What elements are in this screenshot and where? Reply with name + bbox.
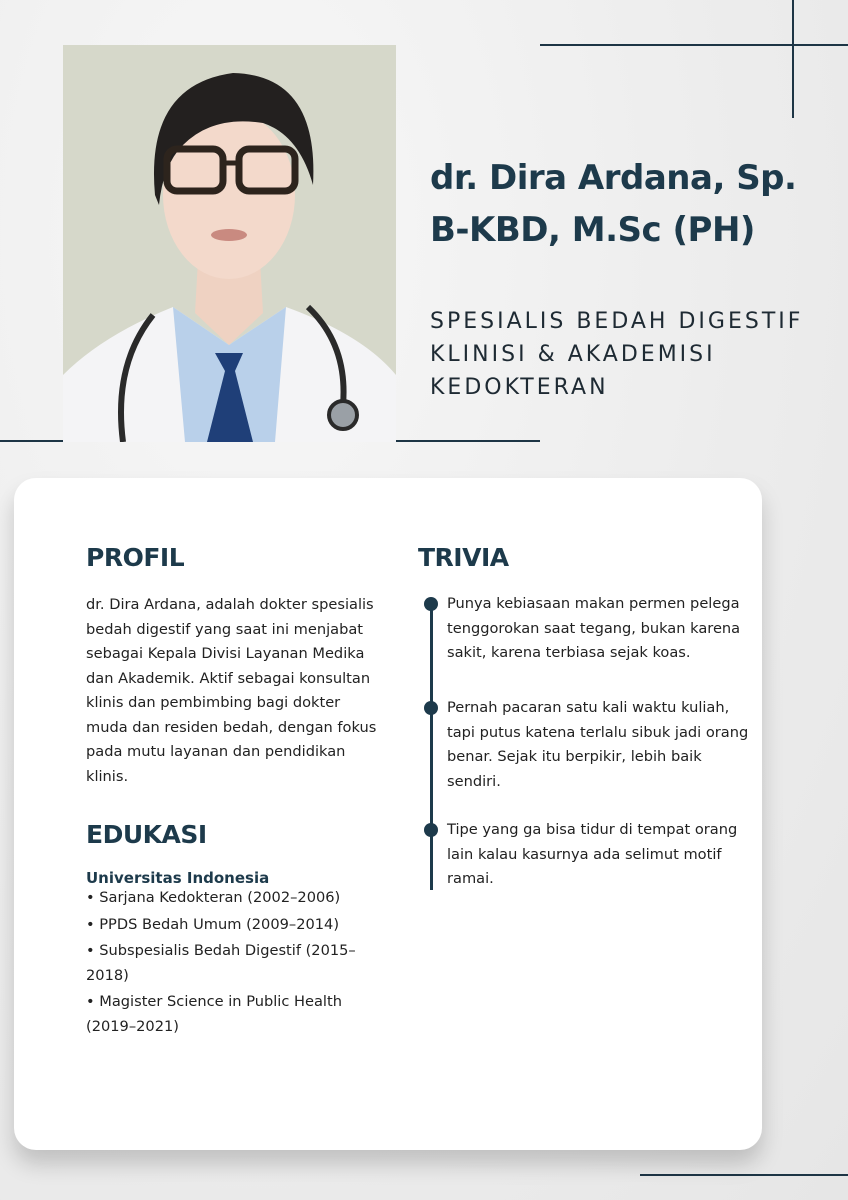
edukasi-item: • Sarjana Kedokteran (2002–2006) — [86, 889, 341, 906]
edukasi-heading: EDUKASI — [86, 820, 207, 849]
doctor-name: dr. Dira Ardana, Sp. B-KBD, M.Sc (PH) — [430, 158, 797, 250]
edukasi-item: • PPDS Bedah Umum (2009–2014) — [86, 915, 340, 933]
timeline-dot-icon — [424, 701, 438, 715]
edukasi-list — [86, 886, 376, 1041]
profil-text: dr. Dira Ardana, adalah dokter spesialis bedah digestif yang saat ini menjabat sebagai Kepala Divisi Layanan Medika dan Akademik. Aktif sebagai konsultan klinis dan pembimbing bagi dokter muda dan residen bedah, dengan fokus pada mutu layanan dan pendidikan klinis. — [86, 596, 377, 785]
edukasi-university: Universitas Indonesia — [86, 869, 270, 887]
trivia-text: Pernah pacaran satu kali waktu kuliah, tapi putus katena terlalu sibuk jadi orang benar. Sejak itu berpikir, lebih baik sendiri. — [447, 699, 749, 790]
top-right-horizontal-line — [540, 44, 848, 46]
bottom-right-line — [640, 1174, 848, 1176]
info-card — [14, 478, 762, 1150]
timeline-dot-icon — [424, 823, 438, 837]
trivia-timeline-line — [430, 602, 433, 890]
trivia-heading: TRIVIA — [418, 543, 509, 572]
edukasi-item: • Subspesialis Bedah Digestif (2015–2018) — [86, 942, 356, 984]
doctor-title: SPESIALIS BEDAH DIGESTIF KLINISI & AKADEMISI KEDOKTERAN — [430, 309, 804, 400]
doctor-photo — [63, 45, 396, 442]
top-right-vertical-line — [792, 0, 794, 118]
trivia-text: Punya kebiasaan makan permen pelega tenggorokan saat tegang, bukan karena sakit, karena terbiasa sejak koas. — [447, 595, 741, 661]
edukasi-item: • Magister Science in Public Health (2019–2021) — [86, 993, 342, 1035]
trivia-text: Tipe yang ga bisa tidur di tempat orang lain kalau kasurnya ada selimut motif ramai. — [447, 821, 738, 887]
doctor-portrait-icon — [63, 45, 396, 442]
profil-heading: PROFIL — [86, 543, 185, 572]
timeline-dot-icon — [424, 597, 438, 611]
